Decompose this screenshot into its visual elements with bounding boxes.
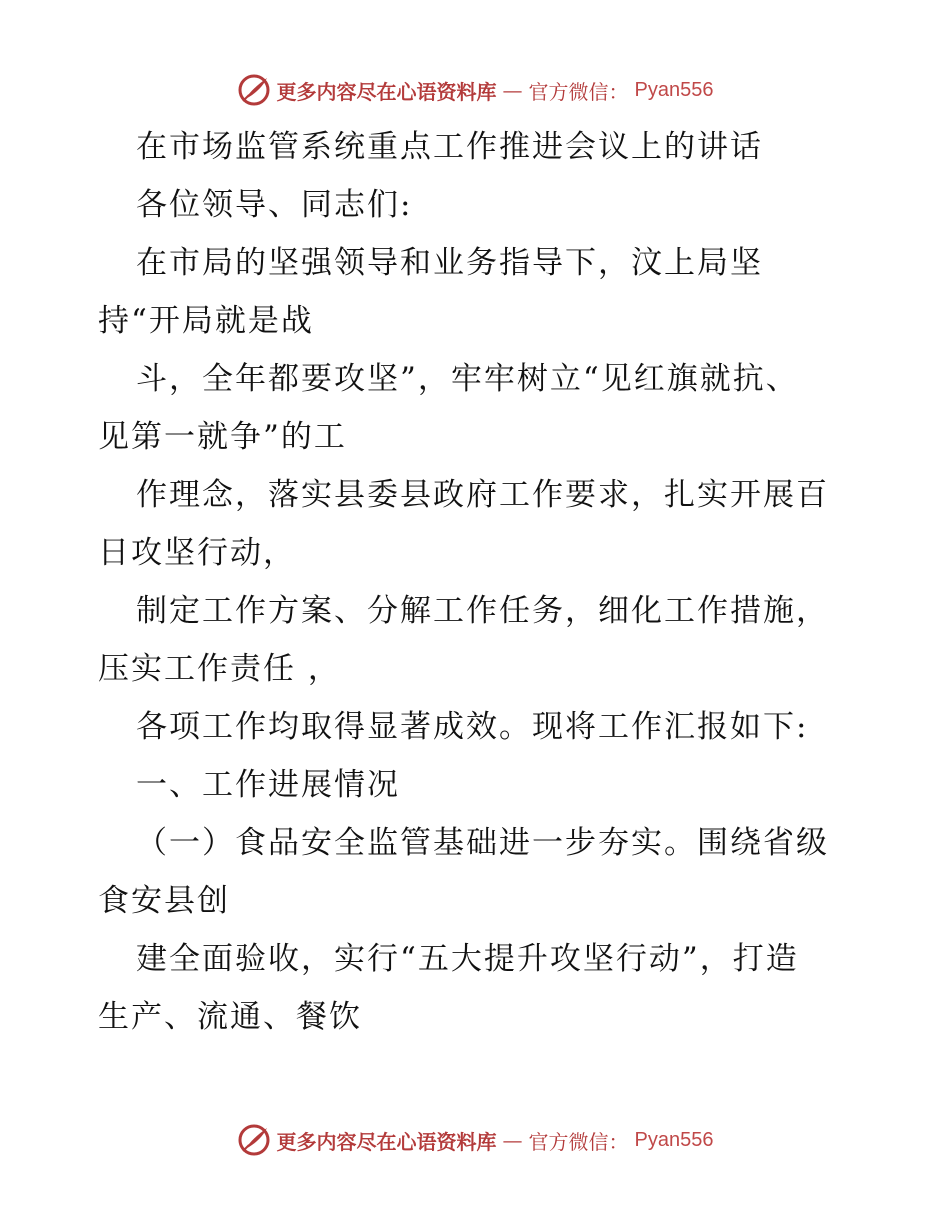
- banner-separator: —: [502, 1128, 523, 1152]
- banner-account: Pyan556: [634, 78, 714, 101]
- document-title: 在市场监管系统重点工作推进会议上的讲话: [136, 129, 763, 165]
- paragraph-line: 日攻坚行动，: [98, 535, 296, 571]
- banner-account: Pyan556: [634, 1128, 714, 1151]
- paragraph-line: 斗，全年都要攻坚”，牢牢树立“见红旗就抗、: [136, 361, 799, 397]
- header-banner: [0, 70, 950, 110]
- paragraph-line: 在市局的坚强领导和业务指导下，汶上局坚: [136, 245, 763, 281]
- feather-pen-logo-icon: [237, 1123, 271, 1157]
- paragraph-line: 持“开局就是战: [98, 303, 314, 339]
- paragraph-line: 建全面验收，实行“五大提升攻坚行动”，打造: [136, 941, 799, 977]
- paragraph-line: 食安县创: [98, 883, 230, 919]
- paragraph-line: 见第一就争”的工: [98, 419, 347, 455]
- paragraph-line: 作理念，落实县委县政府工作要求，扎实开展百: [136, 477, 829, 513]
- banner-wechat-label: 官方微信：: [528, 1129, 629, 1154]
- feather-pen-logo-icon: [237, 73, 271, 107]
- footer-banner: [0, 1120, 950, 1160]
- paragraph-line: 生产、流通、餐饮: [98, 999, 362, 1035]
- paragraph-line: 制定工作方案、分解工作任务，细化工作措施，: [136, 593, 829, 629]
- paragraph-line: 各项工作均取得显著成效。现将工作汇报如下:: [136, 709, 809, 745]
- paragraph-line: 各位领导、同志们:: [136, 187, 413, 223]
- subsection-heading: （一）食品安全监管基础进一步夯实。围绕省级: [136, 825, 829, 861]
- banner-wechat-label: 官方微信：: [528, 79, 629, 104]
- paragraph-line: 压实工作责任 ，: [98, 651, 341, 687]
- banner-brand-text: 更多内容尽在心语资料库: [276, 1129, 497, 1154]
- banner-brand-text: 更多内容尽在心语资料库: [276, 79, 497, 104]
- document-body: [98, 118, 878, 1046]
- banner-separator: —: [502, 78, 523, 102]
- section-heading: 一、工作进展情况: [136, 767, 400, 803]
